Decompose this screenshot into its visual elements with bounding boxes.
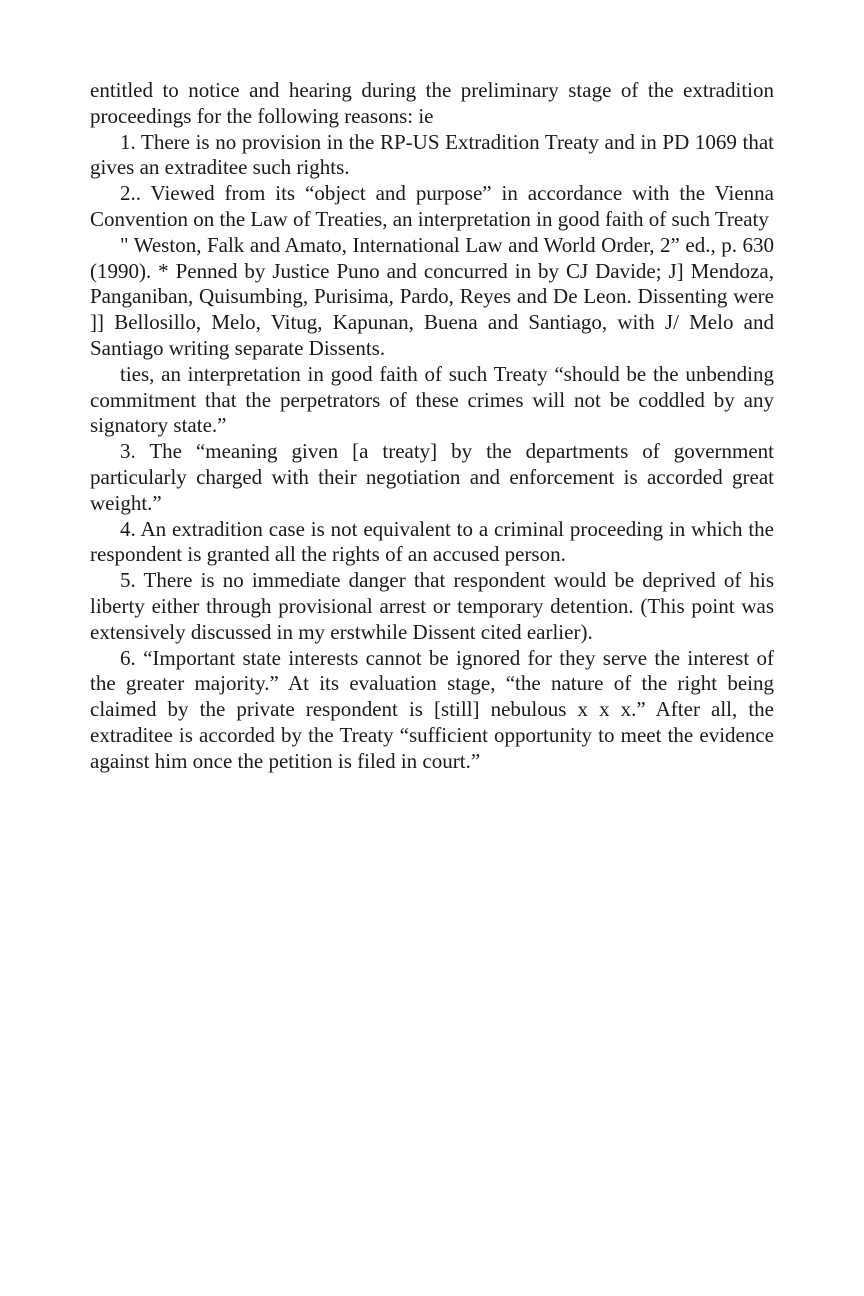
paragraph-reason-2: 2.. Viewed from its “object and purpose” in accordance with the Vienna Convention on the Law of Treaties, an interpretation in good faith of such Treaty <box>90 181 774 231</box>
paragraph-reason-1: 1. There is no provision in the RP-US Extradition Treaty and in PD 1069 that gives an extraditee such rights. <box>90 129 774 180</box>
paragraph-reason-3: 3. The “meaning given [a treaty] by the departments of government particularly charged with their negotiation and enforcement is accorded great weight.” <box>90 439 774 515</box>
document-page <box>90 78 774 775</box>
footnote-paragraph: " Weston, Falk and Amato, International Law and World Order, 2” ed., p. 630 (1990). * Penned by Justice Puno and concurred in by CJ Davide; J] Mendoza, Panganiban, Quisumbing, Purisima, Pardo, Reyes and De Leon. Dissenting were ]] Bellosillo, Melo, Vitug, Kapunan, Buena and Santiago, with J/ Melo and Santiago writing separate Dissents. <box>90 232 774 360</box>
paragraph-reason-4: 4. An extradition case is not equivalent to a criminal proceeding in which the respondent is granted all the rights of an accused person. <box>90 516 774 567</box>
paragraph-reason-5: 5. There is no immediate danger that respondent would be deprived of his liberty either through provisional arrest or temporary detention. (This point was extensively discussed in my erstwhile Dissent cited earlier). <box>90 568 774 644</box>
paragraph-reason-6: 6. “Important state interests cannot be ignored for they serve the interest of the greater majority.” At its evaluation stage, “the nature of the right being claimed by the private respondent is [still] nebulous x x x.” After all, the extraditee is accorded by the Treaty “sufficient opportunity to meet the evidence against him once the petition is filed in court.” <box>90 645 774 773</box>
paragraph-continuation: entitled to notice and hearing during the preliminary stage of the extradition proceedings for the following reasons: ie <box>90 78 774 128</box>
paragraph-reason-2-continued: ties, an interpretation in good faith of such Treaty “should be the unbending commitment that the perpetrators of these crimes will not be coddled by any signatory state.” <box>90 361 774 438</box>
